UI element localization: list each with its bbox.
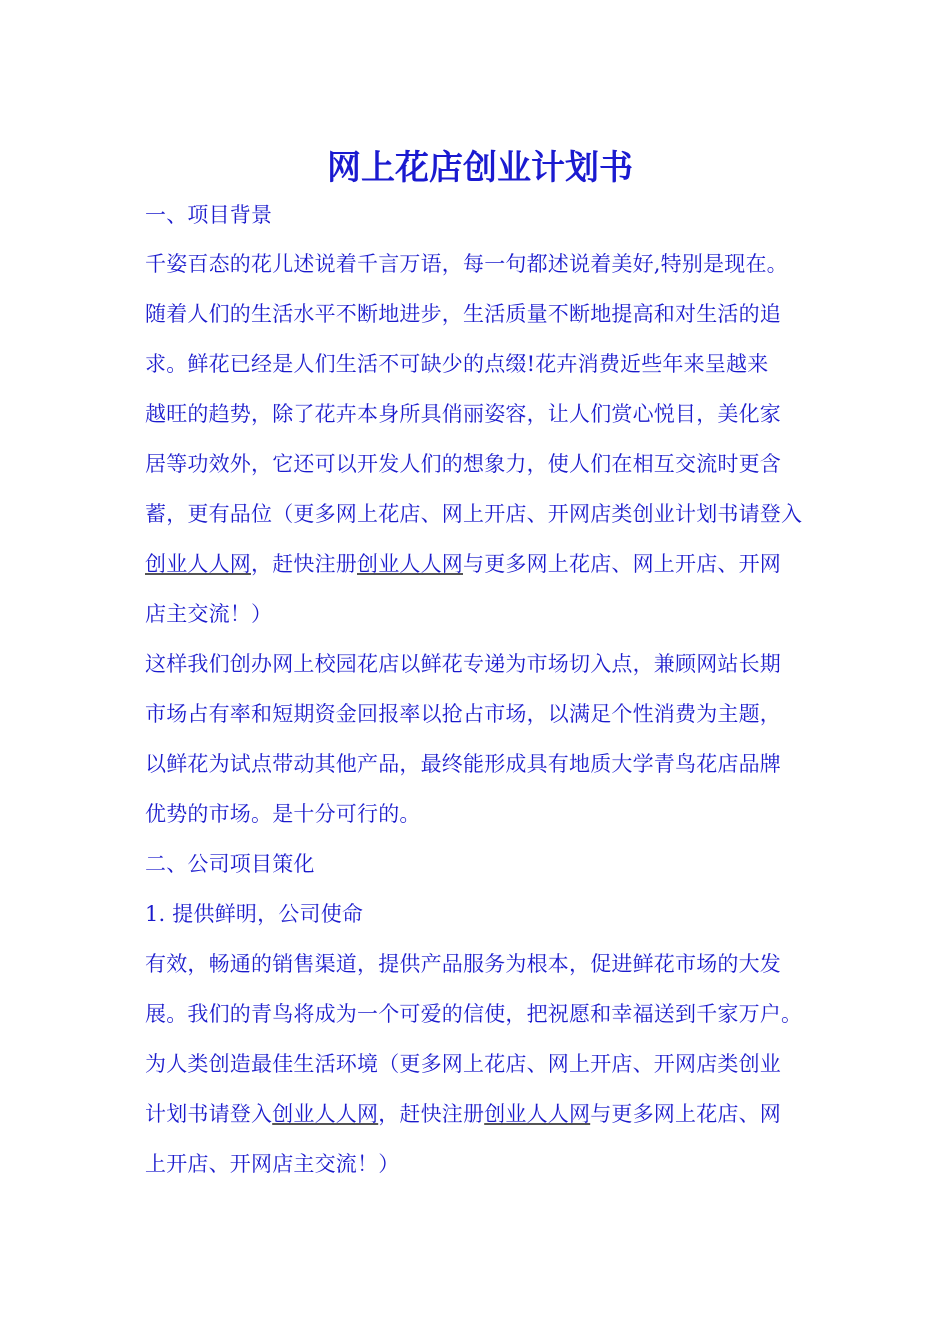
link-chuangye-renrenwang[interactable]: 创业人人网 <box>484 1102 591 1126</box>
paragraph-line: 店主交流！） <box>145 602 273 626</box>
paragraph-line: 市场占有率和短期资金回报率以抢占市场，以满足个性消费为主题， <box>145 702 781 726</box>
paragraph-line: 优势的市场。是十分可行的。 <box>145 802 421 826</box>
paragraph-line: 为人类创造最佳生活环境（更多网上花店、网上开店、开网店类创业 <box>145 1052 781 1076</box>
line-text: ，赶快注册 <box>251 552 357 576</box>
paragraph-line: 随着人们的生活水平不断地进步，生活质量不断地提高和对生活的追 <box>145 302 781 326</box>
section-heading-background: 一、项目背景 <box>145 203 273 227</box>
paragraph-line <box>145 1099 781 1129</box>
paragraph-line: 展。我们的青鸟将成为一个可爱的信使，把祝愿和幸福送到千家万户。 <box>145 1002 803 1026</box>
paragraph-line: 蓄，更有品位（更多网上花店、网上开店、开网店类创业计划书请登入 <box>145 502 803 526</box>
paragraph-line: 居等功效外，它还可以开发人们的想象力，使人们在相互交流时更含 <box>145 452 781 476</box>
paragraph-line: 有效，畅通的销售渠道，提供产品服务为根本，促进鲜花市场的大发 <box>145 952 781 976</box>
paragraph-line: 千姿百态的花儿述说着千言万语，每一句都述说着美好,特别是现在。 <box>145 252 788 276</box>
link-chuangye-renrenwang[interactable]: 创业人人网 <box>357 552 463 576</box>
line-text: 与更多网上花店、网上开店、开网 <box>463 552 781 576</box>
paragraph-line <box>145 549 781 579</box>
line-text: 与更多网上花店、网 <box>590 1102 782 1126</box>
line-text: 计划书请登入 <box>145 1102 273 1126</box>
subheading-mission: 1. 提供鲜明，公司使命 <box>145 902 364 926</box>
link-chuangye-renrenwang[interactable]: 创业人人网 <box>272 1102 379 1126</box>
paragraph-line: 越旺的趋势，除了花卉本身所具俏丽姿容，让人们赏心悦目，美化家 <box>145 402 781 426</box>
link-chuangye-renrenwang[interactable]: 创业人人网 <box>145 552 251 576</box>
document-title: 网上花店创业计划书 <box>327 148 633 188</box>
section-heading-planning: 二、公司项目策化 <box>145 852 315 876</box>
paragraph-line: 这样我们创办网上校园花店以鲜花专递为市场切入点，兼顾网站长期 <box>145 652 781 676</box>
paragraph-line: 以鲜花为试点带动其他产品，最终能形成具有地质大学青鸟花店品牌 <box>145 752 781 776</box>
line-text: ，赶快注册 <box>378 1102 485 1126</box>
paragraph-line: 上开店、开网店主交流！） <box>145 1152 400 1176</box>
paragraph-line: 求。鲜花已经是人们生活不可缺少的点缀!花卉消费近些年来呈越来 <box>145 352 769 376</box>
